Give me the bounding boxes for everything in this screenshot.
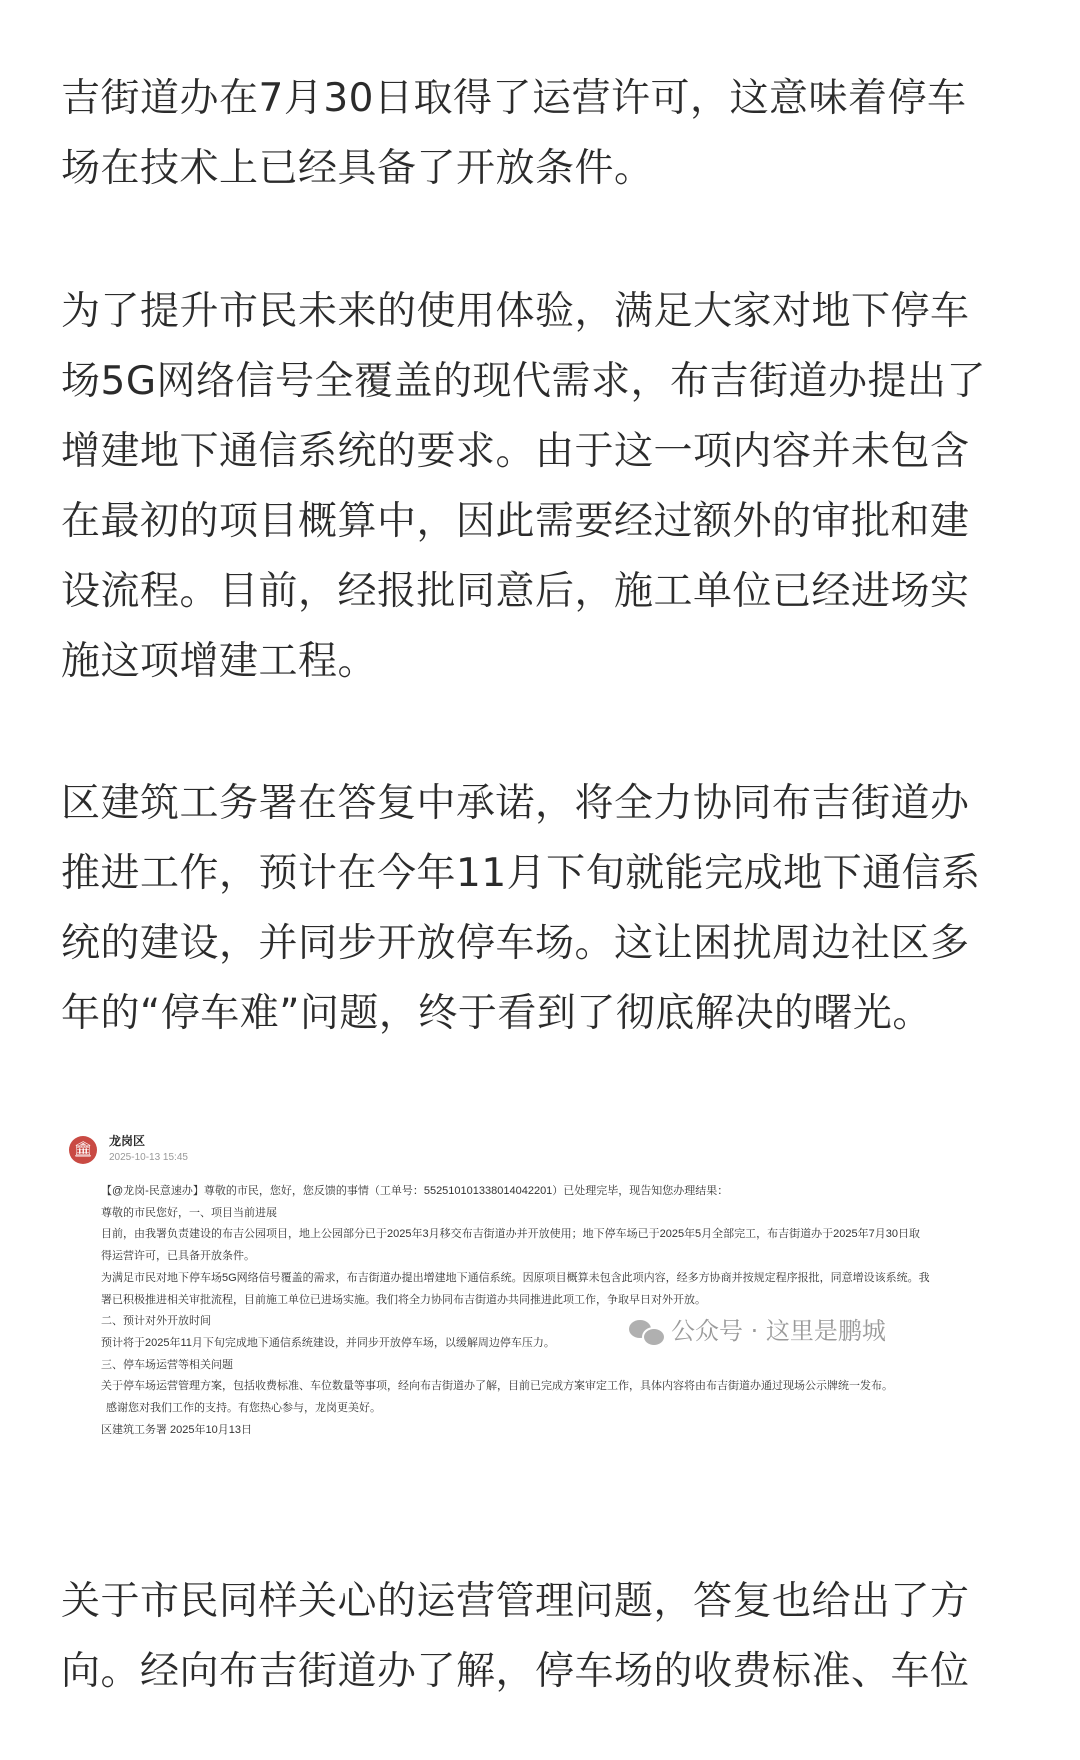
watermark-text: 公众号 · 这里是鹏城	[671, 1317, 886, 1345]
reply-line: 尊敬的市民您好，一、项目当前进展	[101, 1206, 277, 1219]
text-line: 统的建设，并同步开放停车场。这让困扰周边社区多	[61, 921, 970, 966]
reply-line: 目前，由我署负责建设的布吉公园项目，地上公园部分已于2025年3月移交布吉街道办并开放使用；地下停车场已于2025年5月全部完工，布吉街道办于2025年7月30日取	[101, 1228, 920, 1241]
reply-date: 2025-10-13 15:45	[109, 1152, 188, 1163]
reply-line: 三、停车场运营等相关问题	[101, 1358, 233, 1371]
text-line: 场5G网络信号全覆盖的现代需求，布吉街道办提出了	[61, 359, 987, 404]
paragraph-5g-communication-system	[61, 277, 1021, 697]
reply-body	[101, 1181, 1013, 1441]
text-line: 关于市民同样关心的运营管理问题，答复也给出了方	[61, 1579, 970, 1624]
text-line: 吉街道办在7月30日取得了运营许可，这意味着停车	[61, 76, 967, 121]
reply-signature: 区建筑工务署 2025年10月13日	[101, 1423, 252, 1436]
text-line: 为了提升市民未来的使用体验，满足大家对地下停车	[61, 289, 970, 334]
text-line: 向。经向布吉街道办了解，停车场的收费标准、车位	[61, 1649, 970, 1694]
text-line: 推进工作，预计在今年11月下旬就能完成地下通信系	[61, 851, 981, 896]
reply-line: 【@龙岗-民意速办】尊敬的市民，您好，您反馈的事情（工单号：552510101338014042201）已处理完毕，现告知您办理结果：	[101, 1185, 729, 1197]
wechat-icon	[629, 1318, 665, 1346]
paragraph-opening-schedule	[61, 769, 1021, 1049]
reply-line: 二、预计对外开放时间	[101, 1315, 211, 1328]
reply-line: 感谢您对我们工作的支持。有您热心参与，龙岗更美好。	[106, 1402, 381, 1415]
reply-line: 得运营许可，已具备开放条件。	[101, 1250, 255, 1263]
government-building-icon: 🏛	[69, 1136, 97, 1164]
paragraph-operating-permit	[61, 64, 1021, 204]
text-line: 设流程。目前，经报批同意后，施工单位已经进场实	[61, 569, 970, 614]
reply-line: 关于停车场运营管理方案，包括收费标准、车位数量等事项，经向布吉街道办了解，目前已完成方案审定工作，具体内容将由布吉街道办通过现场公示牌统一发布。	[101, 1380, 893, 1393]
text-line: 年的“停车难”问题，终于看到了彻底解决的曙光。	[61, 991, 932, 1036]
text-line: 在最初的项目概算中，因此需要经过额外的审批和建	[61, 499, 970, 544]
text-line: 施这项增建工程。	[61, 639, 378, 684]
text-line: 区建筑工务署在答复中承诺，将全力协同布吉街道办	[61, 781, 970, 826]
reply-line: 为满足市民对地下停车场5G网络信号覆盖的需求，布吉街道办提出增建地下通信系统。因原项目概算未包含此项内容，经多方协商并按规定程序报批，同意增设该系统。我	[101, 1271, 930, 1284]
reply-line: 预计将于2025年11月下旬完成地下通信系统建设，并同步开放停车场，以缓解周边停车压力。	[101, 1336, 555, 1349]
reply-author: 龙岗区	[109, 1134, 146, 1148]
wechat-watermark	[629, 1313, 886, 1349]
text-line: 增建地下通信系统的要求。由于这一项内容并未包含	[61, 429, 970, 474]
paragraph-operation-management	[61, 1567, 1021, 1707]
official-reply-screenshot	[61, 1124, 1017, 1496]
text-line: 场在技术上已经具备了开放条件。	[61, 146, 654, 191]
reply-line: 署已积极推进相关审批流程，目前施工单位已进场实施。我们将全力协同布吉街道办共同推进此项工作，争取早日对外开放。	[101, 1293, 706, 1306]
